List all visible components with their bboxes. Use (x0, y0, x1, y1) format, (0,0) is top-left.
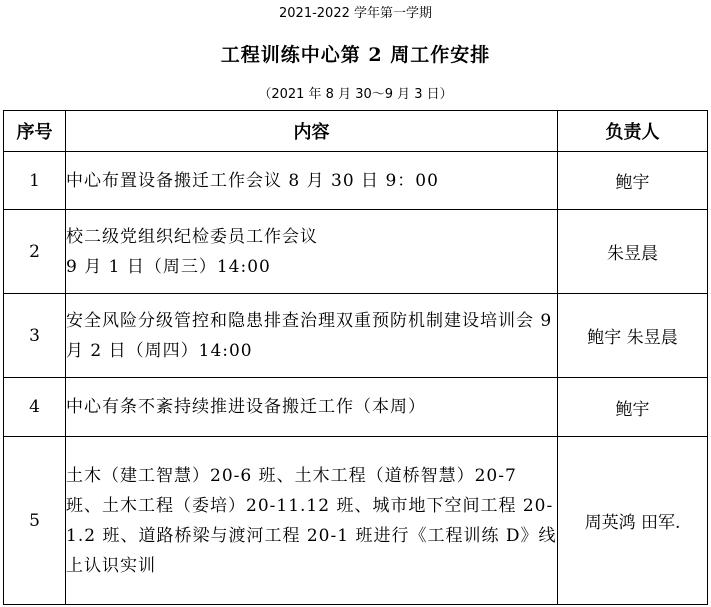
column-header-owner: 负责人 (558, 111, 708, 152)
row-owner: 鲍宇 朱昱晨 (558, 294, 708, 378)
page-title: 工程训练中心第 2 周工作安排 (220, 44, 491, 66)
table-row (4, 378, 708, 437)
row-content: 中心布置设备搬迁工作会议 8 月 30 日 9：00 (66, 152, 558, 210)
row-content: 中心有条不紊持续推进设备搬迁工作（本周） (66, 378, 558, 437)
row-number: 5 (4, 437, 66, 605)
table-row (4, 437, 708, 605)
schedule-table (3, 110, 708, 605)
row-content: 校二级党组织纪检委员工作会议 9 月 1 日（周三）14:00 (66, 210, 558, 294)
row-number: 4 (4, 378, 66, 437)
date-range: （2021 年 8 月 30～9 月 3 日） (258, 87, 453, 102)
column-header-no: 序号 (4, 111, 66, 152)
table-header-row (4, 111, 708, 152)
column-header-content: 内容 (66, 111, 558, 152)
row-number: 2 (4, 210, 66, 294)
row-owner: 周英鸿 田军. (558, 437, 708, 605)
row-number: 3 (4, 294, 66, 378)
row-owner: 鲍宇 (558, 378, 708, 437)
row-content: 安全风险分级管控和隐患排查治理双重预防机制建设培训会 9 月 2 日（周四）14:00 (66, 294, 558, 378)
term-label: 2021-2022 学年第一学期 (279, 6, 432, 21)
row-owner: 鲍宇 (558, 152, 708, 210)
row-content: 土木（建工智慧）20-6 班、土木工程（道桥智慧）20-7 班、土木工程（委培）20-11.12 班、城市地下空间工程 20-1.2 班、道路桥梁与渡河工程 20-1 班进行《工程训练 D》线上认识实训 (66, 437, 558, 605)
table-row (4, 294, 708, 378)
table-row (4, 210, 708, 294)
row-number: 1 (4, 152, 66, 210)
row-owner: 朱昱晨 (558, 210, 708, 294)
table-row (4, 152, 708, 210)
